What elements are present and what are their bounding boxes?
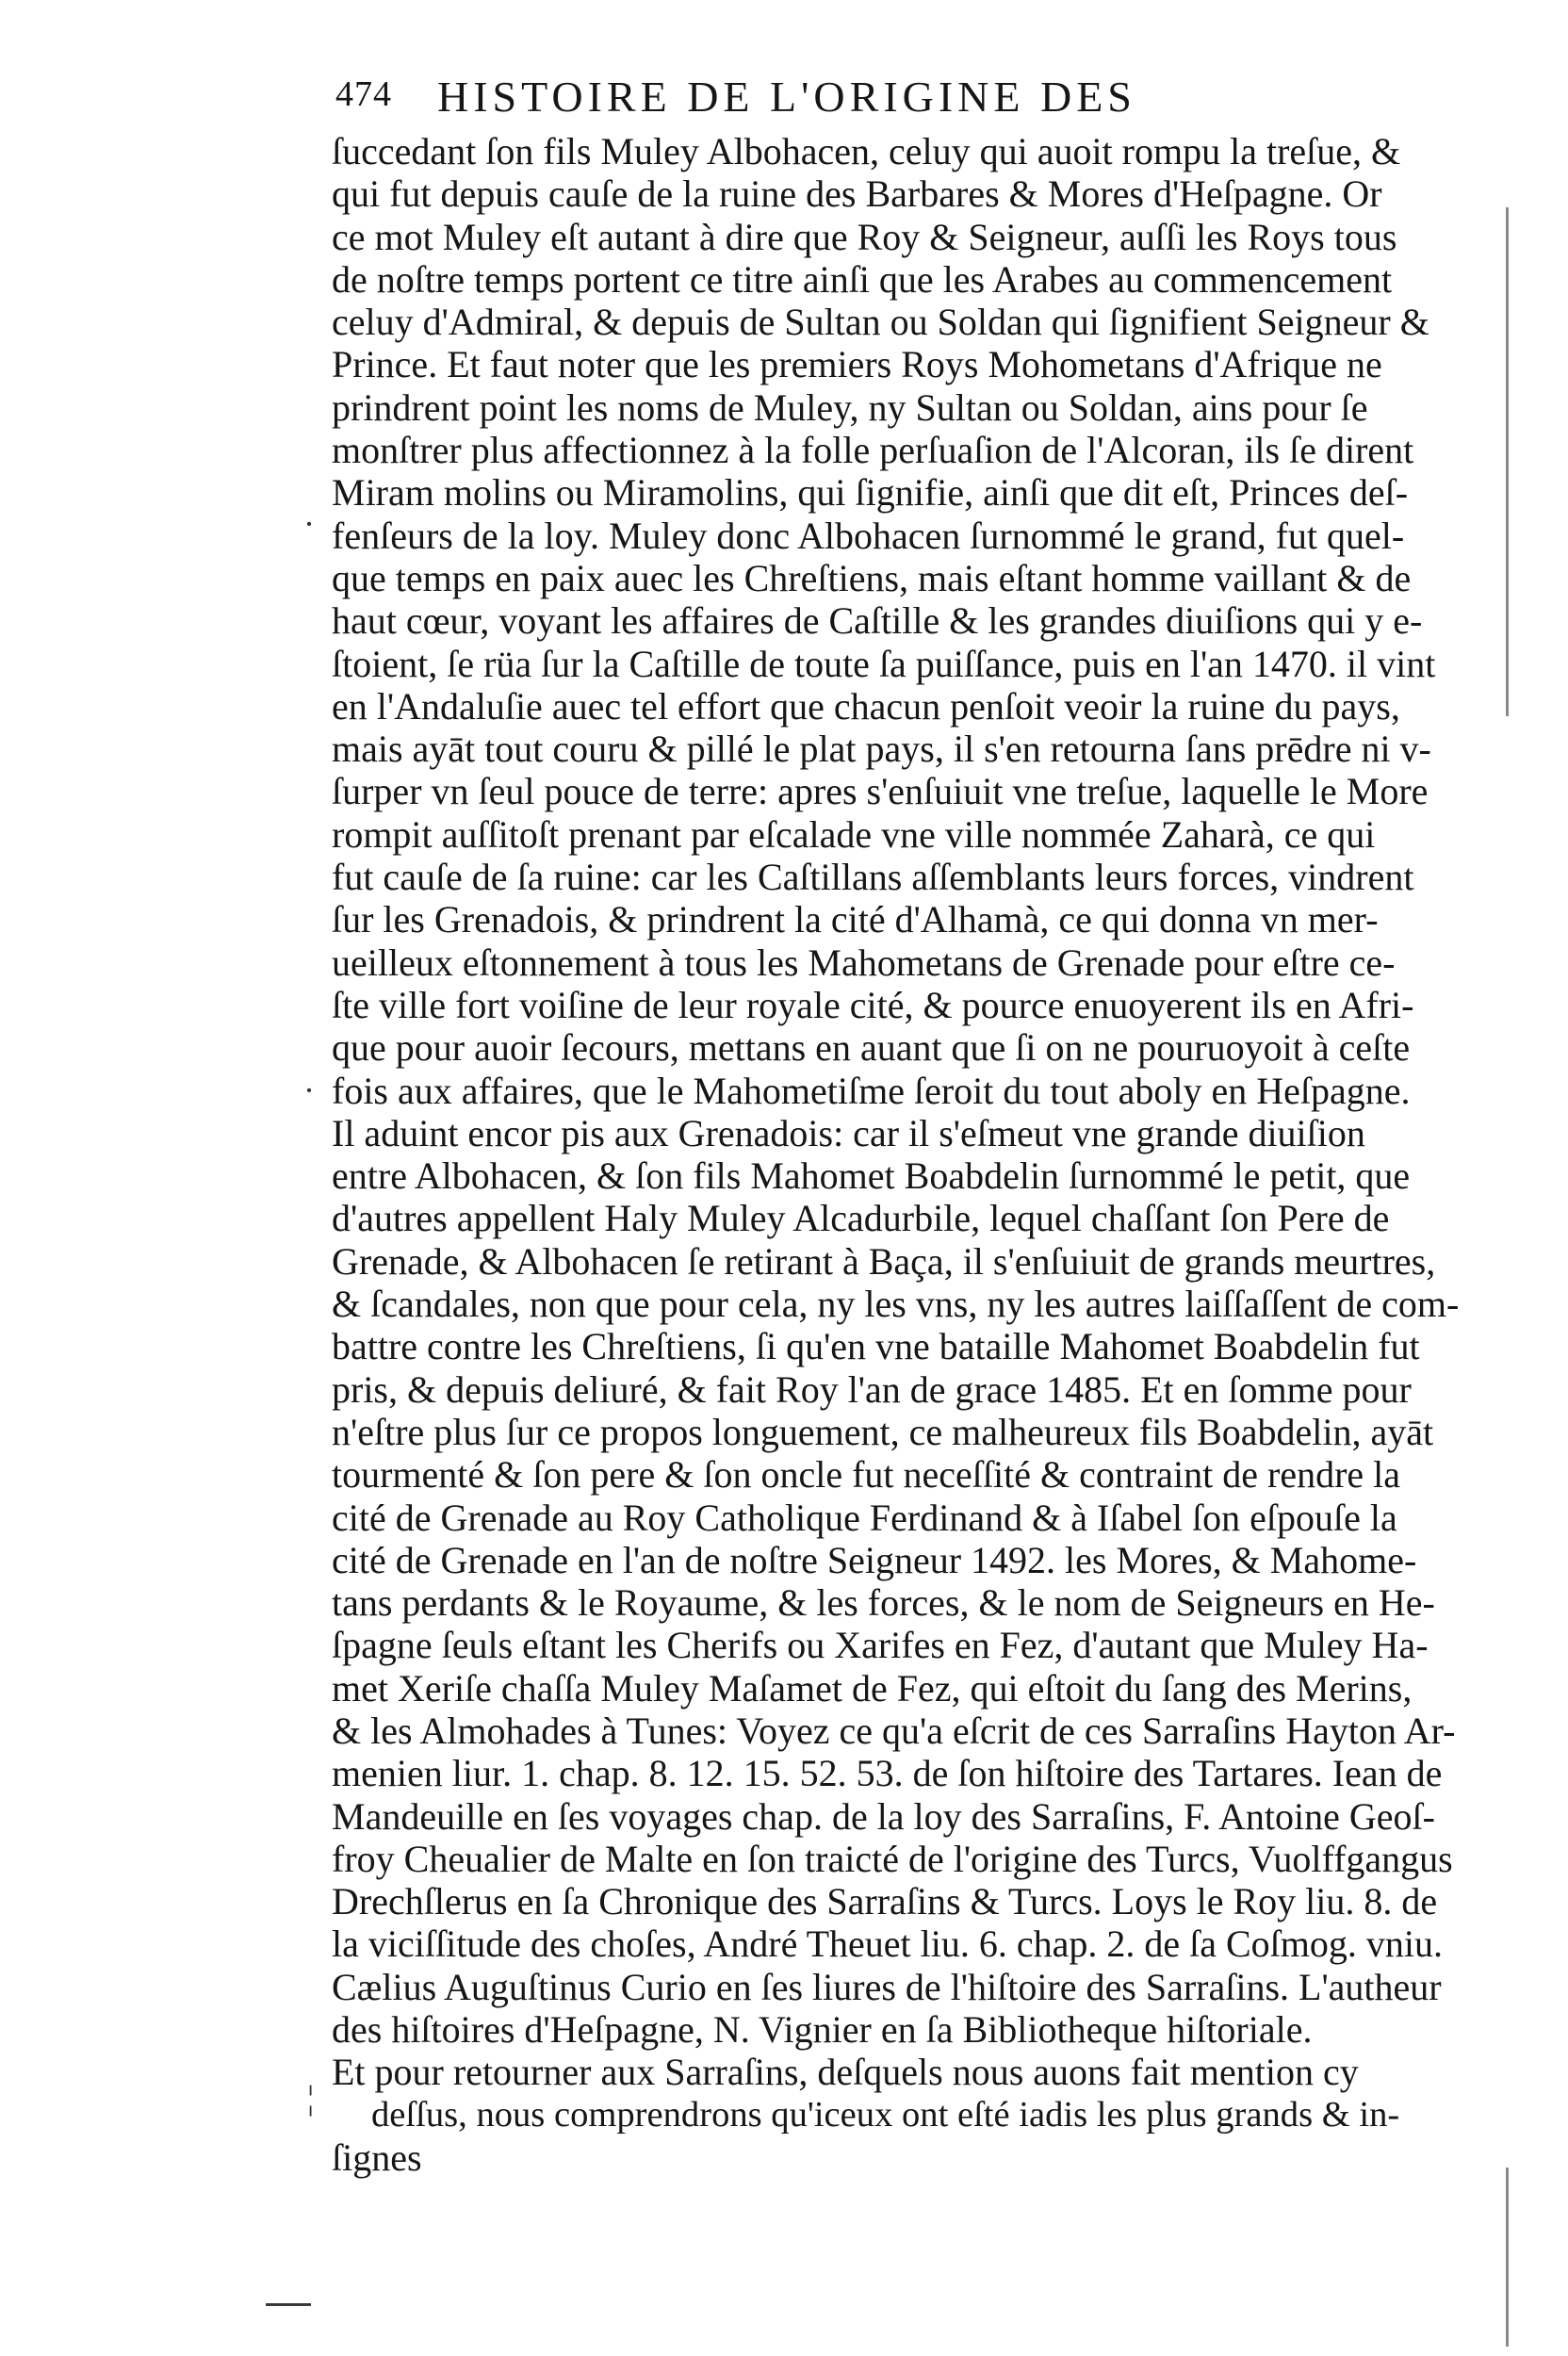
- catchword: [332, 2179, 1472, 2221]
- text-line: la viciſſitude des choſes, André Theuet liu. 6. chap. 2. de ſa Coſmog. vniu.: [332, 1922, 1444, 1966]
- text-line: tourmenté & ſon pere & ſon oncle fut neceſſité & contraint de rendre la: [332, 1453, 1401, 1497]
- margin-dot: ·: [303, 505, 315, 543]
- text-line: des hiſtoires d'Heſpagne, N. Vignier en ſa Bibliotheque hiſtoriale.: [332, 2008, 1313, 2052]
- text-line: Mandeuille en ſes voyages chap. de la loy des Sarraſins, F. Antoine Geoſ-: [332, 1794, 1435, 1838]
- text-line: ſtoient, ſe rüa ſur la Caſtille de toute ſa puiſſance, puis en l'an 1470. il vint: [332, 642, 1436, 685]
- ink-stroke: [266, 2303, 311, 2306]
- text-line: menien liur. 1. chap. 8. 12. 15. 52. 53. de ſon hiſtoire des Tartares. Iean de: [332, 1752, 1443, 1795]
- text-line: Miram molins ou Miramolins, qui ſignifie, ainſi que dit eſt, Princes deſ-: [332, 471, 1409, 515]
- bleed-through-rule: [1506, 207, 1509, 716]
- text-line: ſuccedant ſon fils Muley Albohacen, celuy qui auoit rompu la treſue, &: [332, 130, 1401, 172]
- text-line: fois aux affaires, que le Mahometiſme ſeroit du tout aboly en Heſpagne.: [332, 1069, 1411, 1112]
- text-line: pris, & depuis deliuré, & fait Roy l'an de grace 1485. Et en ſomme pour: [332, 1367, 1412, 1411]
- text-line: ueilleux eſtonnement à tous les Mahometans de Grenade pour eſtre ce-: [332, 941, 1396, 984]
- text-line: ſurper vn ſeul pouce de terre: apres s'enſuiuit vne treſue, laquelle le More: [332, 770, 1429, 813]
- page-number: 474: [335, 74, 392, 114]
- text-line: ce mot Muley eſt autant à dire que Roy & Seigneur, auſſi les Roys tous: [332, 215, 1397, 258]
- text-line: monſtrer plus affectionnez à la folle perſuaſion de l'Alcoran, ils ſe dirent: [332, 429, 1414, 472]
- text-line: fut cauſe de ſa ruine: car les Caſtillans aſſemblants leurs forces, vindrent: [332, 856, 1414, 899]
- text-line: cité de Grenade en l'an de noſtre Seigneur 1492. les Mores, & Mahome-: [332, 1538, 1417, 1581]
- text-line: Drechſlerus en ſa Chronique des Sarraſins & Turcs. Loys le Roy liu. 8. de: [332, 1880, 1438, 1923]
- text-line: haut cœur, voyant les affaires de Caſtille & les grandes diuiſions qui y e-: [332, 599, 1423, 643]
- text-line: que pour auoir ſecours, mettans en auant que ſi on ne pouruoyoit à ceſte: [332, 1026, 1411, 1070]
- text-line: & ſcandales, non que pour cela, ny les vns, ny les autres laiſſaſſent de com-: [332, 1283, 1460, 1326]
- text-line: n'eſtre plus ſur ce propos longuement, ce malheureux fils Boabdelin, ayāt: [332, 1410, 1434, 1453]
- text-line: Il aduint encor pis aux Grenadois: car il s'eſmeut vne grande diuiſion: [332, 1111, 1365, 1154]
- text-line: deſſus, nous comprendrons qu'iceux ont eſté iadis les plus grands & in-: [371, 2094, 1400, 2135]
- text-line: Grenade, & Albohacen ſe retirant à Baça, il s'enſuiuit de grands meurtres,: [332, 1239, 1436, 1283]
- bleed-through-rule: [1506, 2168, 1509, 2347]
- text-line: Cælius Auguſtinus Curio en ſes liures de l'hiſtoire des Sarraſins. L'autheur: [332, 1965, 1442, 2008]
- text-line: Prince. Et faut noter que les premiers Roys Mohometans d'Afrique ne: [332, 343, 1382, 386]
- text-line: que temps en paix auec les Chreſtiens, mais eſtant homme vaillant & de: [332, 556, 1412, 599]
- text-line: froy Cheualier de Malte en ſon traicté de l'origine des Turcs, Vuolffgangus: [332, 1837, 1453, 1880]
- running-head: [335, 74, 1325, 126]
- text-line: ſur les Grenadois, & prindrent la cité d'Alhamà, ce qui donna vn mer-: [332, 898, 1379, 941]
- paragraph-mark: ¦: [307, 2079, 315, 2117]
- text-line: prindrent point les noms de Muley, ny Sultan ou Soldan, ains pour ſe: [332, 385, 1368, 429]
- text-line: de noſtre temps portent ce titre ainſi que les Arabes au commencement: [332, 257, 1393, 301]
- text-line: ſignes: [332, 2135, 422, 2179]
- text-line: ſte ville fort voiſine de leur royale cité, & pource enuoyerent ils en Afri-: [332, 983, 1414, 1026]
- text-line: entre Albohacen, & ſon fils Mahomet Boabdelin ſurnommé le petit, que: [332, 1154, 1411, 1198]
- text-line: cité de Grenade au Roy Catholique Ferdinand & à Iſabel ſon eſpouſe la: [332, 1496, 1397, 1539]
- margin-dot: ·: [303, 1072, 315, 1109]
- text-line: qui fut depuis cauſe de la ruine des Barbares & Mores d'Heſpagne. Or: [332, 172, 1382, 216]
- text-line: celuy d'Admiral, & depuis de Sultan ou Soldan qui ſignifient Seigneur &: [332, 301, 1429, 344]
- text-line: tans perdants & le Royaume, & les forces, & le nom de Seigneurs en He-: [332, 1581, 1435, 1625]
- text-line: battre contre les Chreſtiens, ſi qu'en vne bataille Mahomet Boabdelin fut: [332, 1325, 1420, 1368]
- text-line: mais ayāt tout couru & pillé le plat pays, il s'en retourna ſans prēdre ni v-: [332, 728, 1431, 771]
- text-line: fenſeurs de la loy. Muley donc Albohacen ſurnommé le grand, fut quel-: [332, 514, 1405, 557]
- text-line: en l'Andaluſie auec tel effort que chacun penſoit veoir la ruine du pays,: [332, 684, 1400, 728]
- text-line: d'autres appellent Haly Muley Alcadurbile, lequel chaſſant ſon Pere de: [332, 1197, 1390, 1240]
- text-line: met Xeriſe chaſſa Muley Maſamet de Fez, qui eſtoit du ſang des Merins,: [332, 1666, 1413, 1710]
- text-line: rompit auſſitoſt prenant par eſcalade vne ville nommée Zaharà, ce qui: [332, 812, 1376, 856]
- text-line: ſpagne ſeuls eſtant les Cherifs ou Xarifes en Fez, d'autant que Muley Ha-: [332, 1624, 1429, 1667]
- text-line: & les Almohades à Tunes: Voyez ce qu'a eſcrit de ces Sarraſins Hayton Ar-: [332, 1709, 1456, 1752]
- text-line: Et pour retourner aux Sarraſins, deſquels nous auons fait mention cy: [332, 2051, 1359, 2094]
- page-header-title: HISTOIRE DE L'ORIGINE DES: [437, 73, 1136, 121]
- text-block: [332, 130, 1472, 2222]
